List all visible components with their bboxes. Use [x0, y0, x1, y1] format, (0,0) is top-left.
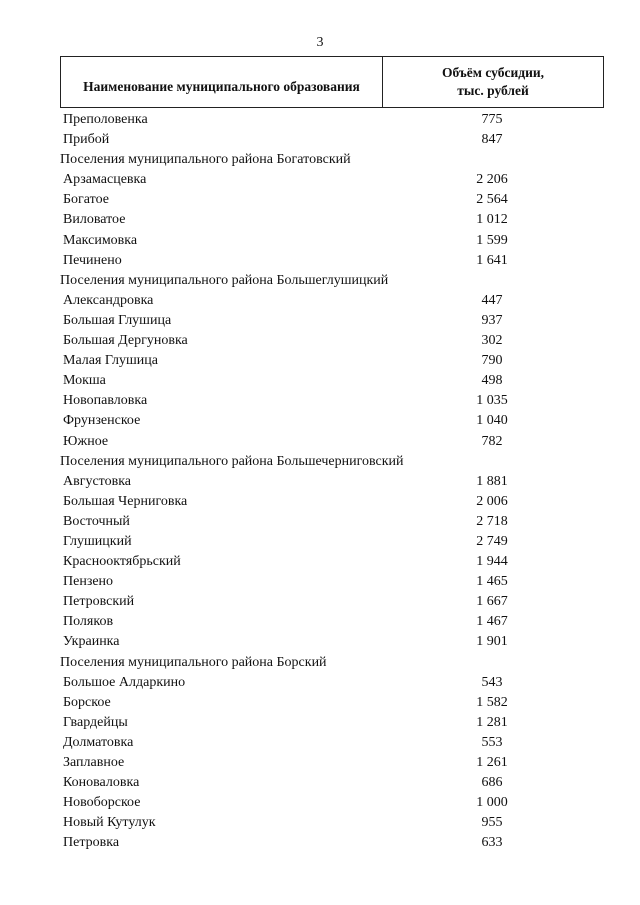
subsidy-amount: 2 006	[476, 493, 508, 509]
table-row	[0, 331, 640, 351]
header-amount-line2: тыс. рублей	[457, 83, 529, 98]
subsidy-amount: 1 281	[476, 714, 508, 730]
table-row	[0, 713, 640, 733]
table-row	[0, 773, 640, 793]
subsidy-amount: 1 599	[476, 232, 508, 248]
subsidy-amount: 447	[481, 292, 503, 308]
table-row	[0, 351, 640, 371]
header-amount-column	[383, 57, 603, 107]
table-row	[0, 432, 640, 452]
group-heading: Поселения муниципального района Большечерниговский	[60, 453, 404, 469]
subsidy-amount: 1 035	[476, 393, 508, 409]
subsidy-amount: 1 641	[476, 252, 508, 268]
table-row	[0, 612, 640, 632]
subsidy-amount: 782	[481, 433, 503, 449]
table-row	[0, 231, 640, 251]
subsidy-amount: 790	[481, 353, 503, 369]
table-row	[0, 632, 640, 652]
subsidy-amount: 498	[481, 373, 503, 389]
subsidy-amount: 1 261	[476, 755, 508, 770]
subsidy-amount: 1 582	[476, 694, 508, 710]
table-row	[0, 251, 640, 271]
municipality-name: Большая Глушица	[63, 312, 172, 328]
group-heading: Поселения муниципального района Борский	[60, 654, 327, 670]
subsidy-amount: 543	[481, 674, 503, 690]
municipality-name: Новый Кутулук	[63, 815, 156, 831]
subsidy-amount: 1 467	[476, 614, 508, 630]
subsidy-amount: 2 749	[476, 533, 508, 549]
municipality-name: Новоборское	[63, 795, 141, 811]
municipality-name: Максимовка	[63, 232, 138, 248]
municipality-name: Восточный	[63, 513, 130, 529]
table-row	[0, 391, 640, 411]
municipality-name: Глушицкий	[63, 533, 132, 549]
subsidy-amount: 302	[481, 333, 503, 349]
subsidy-amount: 847	[481, 132, 503, 148]
municipality-name: Большая Черниговка	[63, 493, 188, 509]
municipality-name: Виловатое	[63, 212, 126, 228]
municipality-name: Петровка	[63, 835, 120, 851]
municipality-name: Новопавловка	[63, 393, 148, 409]
page-number: 3	[316, 35, 324, 50]
group-heading-row	[0, 150, 640, 170]
municipality-name: Коноваловка	[63, 775, 140, 791]
subsidy-amount: 1 667	[476, 594, 508, 610]
table-row	[0, 532, 640, 552]
municipality-name: Богатое	[63, 192, 109, 208]
municipality-name: Августовка	[63, 473, 132, 489]
municipality-name: Александровка	[63, 292, 154, 308]
table-header	[60, 56, 604, 108]
table-row	[0, 170, 640, 190]
subsidy-amount: 1 901	[476, 634, 508, 650]
municipality-name: Пензено	[63, 574, 114, 590]
municipality-name: Фрунзенское	[63, 413, 141, 429]
municipality-name: Гвардейцы	[63, 714, 128, 730]
municipality-name: Арзамасцевка	[63, 172, 147, 188]
subsidy-amount: 1 012	[476, 212, 508, 228]
municipality-name: Преполовенка	[63, 112, 148, 127]
table-row	[0, 130, 640, 150]
header-amount-line1: Объём субсидии,	[441, 65, 544, 80]
subsidy-amount: 1 944	[476, 554, 508, 570]
table-row	[0, 311, 640, 331]
table-row	[0, 411, 640, 431]
table-row	[0, 210, 640, 230]
subsidy-amount: 553	[481, 734, 503, 750]
subsidy-amount: 686	[481, 775, 503, 791]
municipality-name: Южное	[63, 433, 109, 449]
table-row	[0, 753, 640, 773]
municipality-name: Мокша	[63, 373, 106, 389]
municipality-name: Малая Глушица	[63, 353, 158, 369]
table-row	[0, 492, 640, 512]
subsidy-amount: 1 040	[476, 413, 508, 429]
table-row	[0, 833, 640, 853]
municipality-name: Краснооктябрьский	[63, 554, 181, 570]
municipality-name: Борское	[63, 694, 111, 710]
group-heading-row	[0, 653, 640, 673]
table-row	[0, 291, 640, 311]
subsidy-amount: 775	[481, 112, 503, 127]
table-row	[0, 693, 640, 713]
subsidy-amount: 937	[481, 312, 503, 328]
group-heading-row	[0, 271, 640, 291]
subsidy-amount: 2 206	[476, 172, 508, 188]
table-row	[0, 572, 640, 592]
municipality-name: Большая Дергуновка	[63, 333, 188, 349]
municipality-name: Большое Алдаркино	[63, 674, 186, 690]
municipality-name: Печинено	[63, 252, 122, 268]
table-row	[0, 592, 640, 612]
municipality-name: Долматовка	[63, 734, 134, 750]
table-row	[0, 110, 640, 130]
table-row	[0, 512, 640, 532]
municipality-name: Украинка	[63, 634, 120, 650]
table-row	[0, 673, 640, 693]
table-row	[0, 733, 640, 753]
subsidy-amount: 2 718	[476, 513, 508, 529]
subsidy-amount: 1 000	[476, 795, 508, 811]
municipality-name: Поляков	[63, 614, 114, 630]
table-body	[0, 110, 640, 853]
group-heading-row	[0, 452, 640, 472]
subsidy-amount: 2 564	[476, 192, 508, 208]
table-row	[0, 371, 640, 391]
subsidy-amount: 633	[481, 835, 503, 851]
municipality-name: Прибой	[63, 132, 110, 148]
header-name-column: Наименование муниципального образования	[61, 57, 383, 107]
table-row	[0, 190, 640, 210]
municipality-name: Заплавное	[63, 755, 125, 770]
group-heading: Поселения муниципального района Большеглушицкий	[60, 272, 389, 288]
subsidy-amount: 1 881	[476, 473, 508, 489]
table-row	[0, 552, 640, 572]
table-row	[0, 472, 640, 492]
subsidy-amount: 955	[481, 815, 503, 831]
subsidy-amount: 1 465	[476, 574, 508, 590]
municipality-name: Петровский	[63, 594, 135, 610]
group-heading: Поселения муниципального района Богатовский	[60, 152, 351, 168]
table-row	[0, 813, 640, 833]
table-row	[0, 793, 640, 813]
